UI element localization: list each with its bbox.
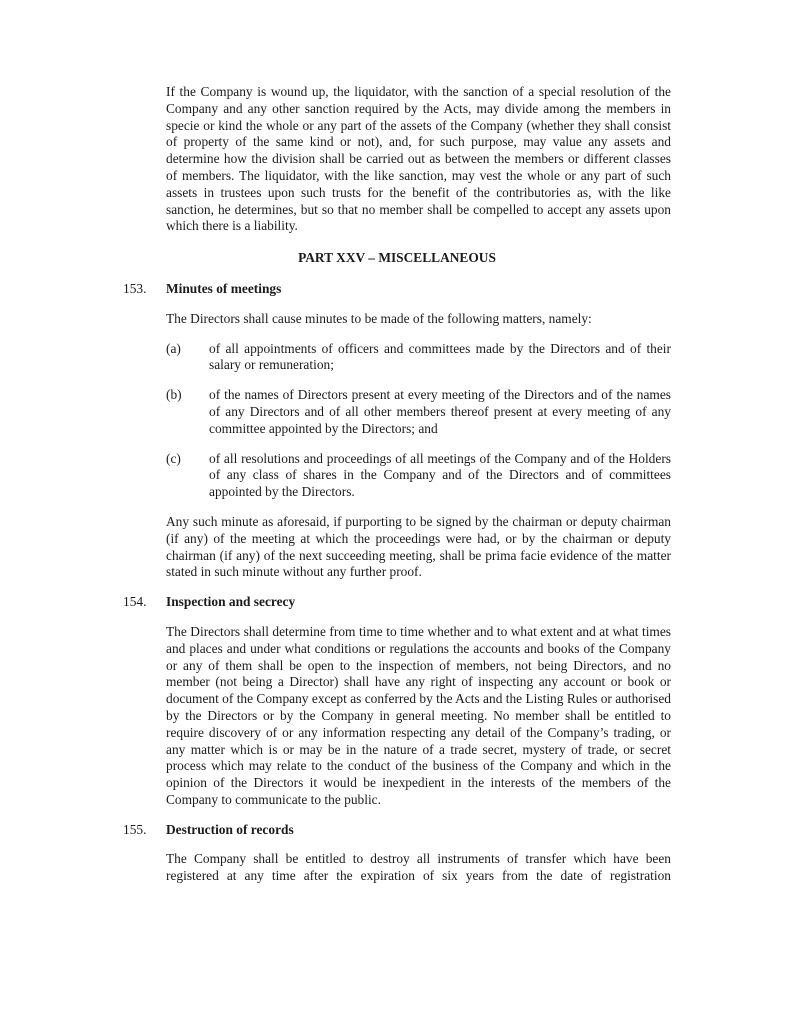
section-title: Inspection and secrecy: [166, 594, 296, 610]
item-text: of all resolutions and proceedings of all meetings of the Company and of the Holders of any class of shares in the Company and of the Directors and of committees appointed by the Directors.: [209, 450, 671, 500]
section-heading: [123, 822, 671, 839]
item-label: (c): [166, 450, 181, 466]
section-153: [123, 281, 671, 581]
section-155: [123, 822, 671, 885]
list-item-a: [166, 341, 671, 375]
item-text: of the names of Directors present at every meeting of the Directors and of the names of any Directors and of all other members thereof present at every meeting of any committee appointed by the Directors; and: [209, 387, 671, 436]
section-number: 153.: [123, 280, 147, 296]
intro-paragraph: If the Company is wound up, the liquidator, with the sanction of a special resolution of the Company and any other sanction required by the Acts, may divide among the members in specie or kind the whole or any part of the assets of the Company (whether they shall consist of property of the same kind or not), and, for such purpose, may value any assets and determine how the division shall be carried out as between the members or different classes of members. The liquidator, with the like sanction, may vest the whole or any part of such assets in trustees upon such trusts for the benefit of the contributories as, with the like sanction, he determines, but so that no member shall be compelled to accept any assets upon which there is a liability.: [166, 84, 671, 234]
item-text: of all appointments of officers and committees made by the Directors and of their salary or remuneration;: [209, 340, 671, 373]
section-heading: [123, 594, 671, 611]
section-body: The Company shall be entitled to destroy all instruments of transfer which have been registered at any time after the expiration of six years from the date of registration: [166, 851, 671, 884]
section-title: Minutes of meetings: [166, 280, 282, 296]
item-label: (b): [166, 387, 182, 403]
section-body: The Directors shall determine from time to time whether and to what extent and at what times and places and under what conditions or regulations the accounts and books of the Company or any of them shall be open to the inspection of members, not being Directors, and no member (not being a Director) shall have any right of inspecting any account or book or document of the Company except as conferred by the Acts and the Listing Rules or authorised by the Directors or by the Company in general meeting. No member shall be entitled to require discovery of or any information respecting any detail of the Company’s trading, or any matter which is or may be in the nature of a trade secret, mystery of trade, or secret process which may relate to the conduct of the business of the Company and which in the opinion of the Directors it would be inexpedient in the interests of the members of the Company to communicate to the public.: [166, 623, 671, 807]
section-title: Destruction of records: [166, 821, 294, 837]
item-label: (a): [166, 340, 181, 356]
section-heading: [123, 281, 671, 298]
list-item-c: [166, 451, 671, 501]
section-number: 155.: [123, 821, 147, 837]
list-item-b: [166, 387, 671, 437]
section-intro: The Directors shall cause minutes to be made of the following matters, namely:: [166, 310, 592, 326]
section-154: [123, 594, 671, 809]
section-closing: Any such minute as aforesaid, if purporting to be signed by the chairman or deputy chairman (if any) of the meeting at which the proceedings were had, or by the chairman or deputy chairman (if any) of the next succeeding meeting, shall be prima facie evidence of the matter stated in such minute without any further proof.: [166, 513, 671, 580]
part-heading: PART XXV – MISCELLANEOUS: [298, 250, 496, 266]
section-number: 154.: [123, 594, 147, 610]
